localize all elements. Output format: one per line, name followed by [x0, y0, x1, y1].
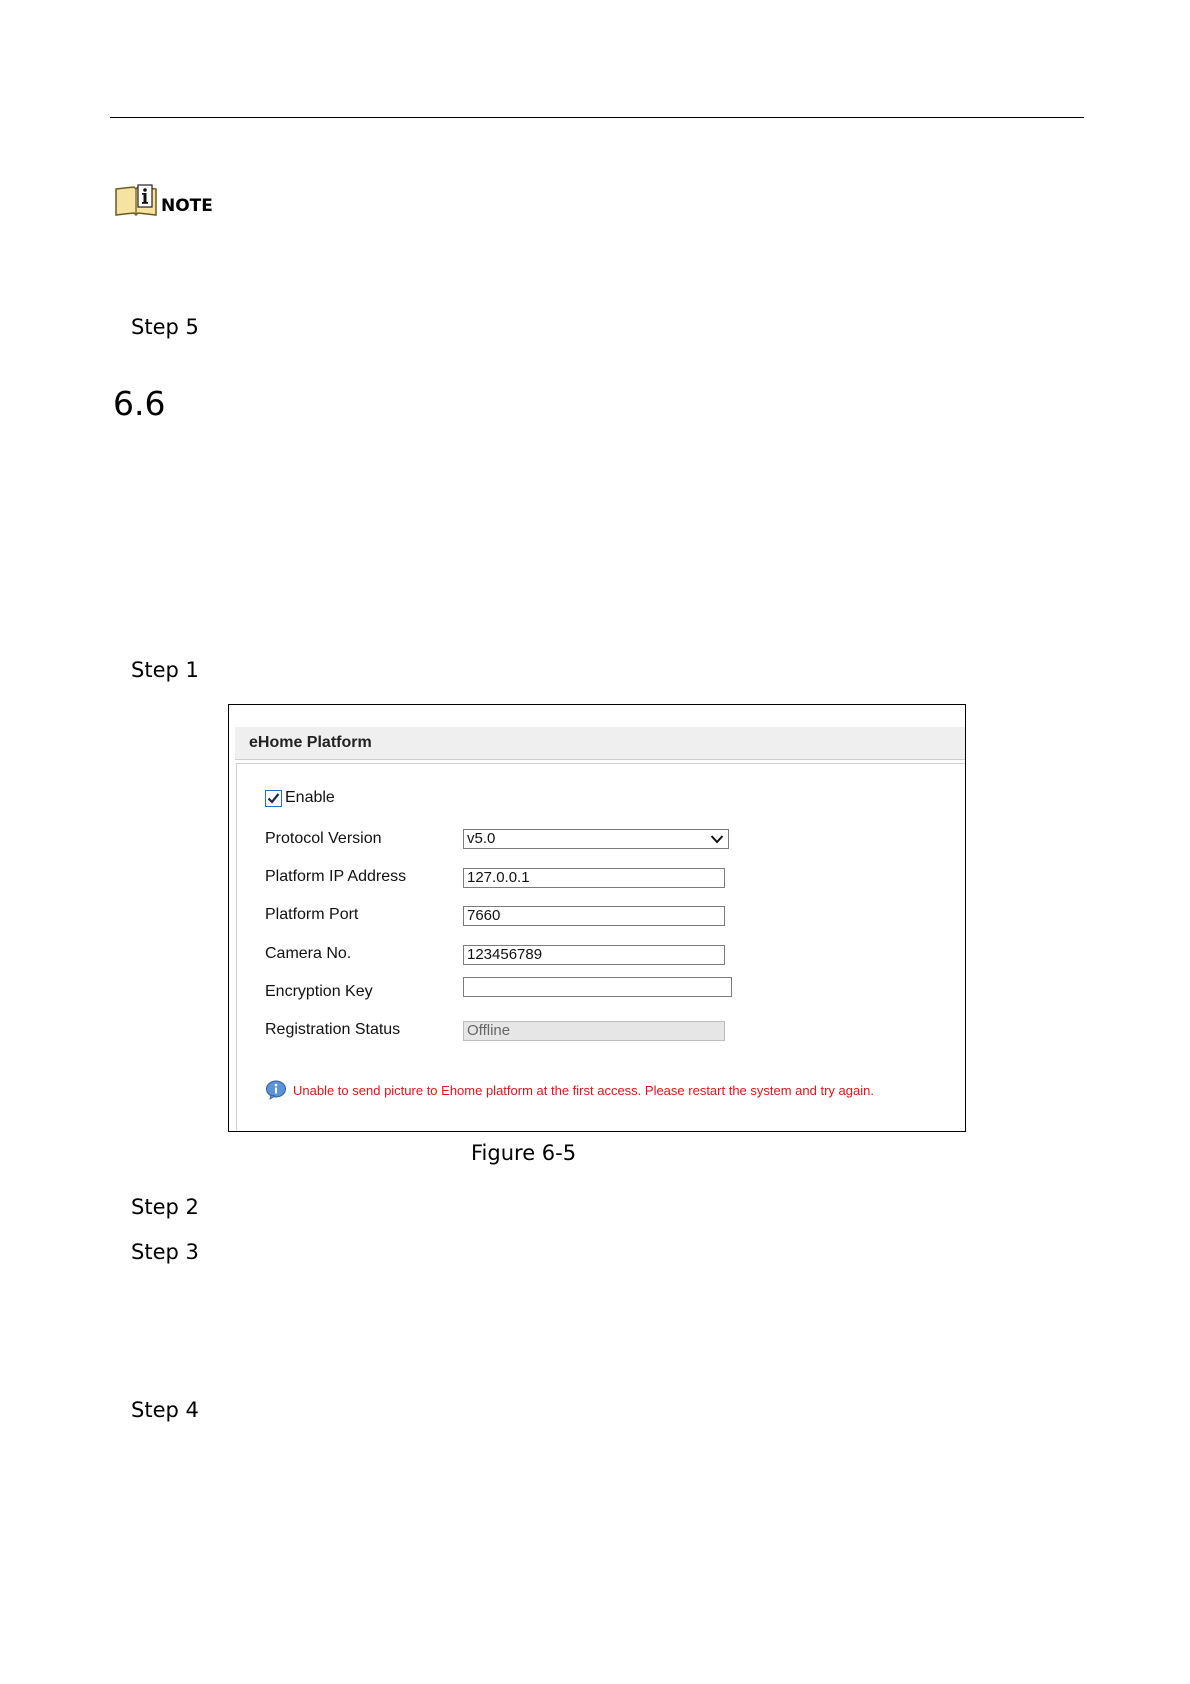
step-4-label: Step 4: [131, 1398, 199, 1422]
protocol-version-label: Protocol Version: [265, 830, 382, 847]
panel-body: [236, 763, 965, 1131]
checkmark-icon: [267, 792, 280, 805]
enable-label: Enable: [285, 789, 335, 806]
platform-port-label: Platform Port: [265, 906, 359, 923]
chevron-down-icon: [710, 833, 724, 845]
enable-checkbox[interactable]: [265, 790, 282, 807]
info-bubble-icon: [265, 1080, 287, 1100]
status-message-text: Unable to send picture to Ehome platform at the first access. Please restart the system and try again.: [293, 1082, 874, 1098]
step-5-label: Step 5: [131, 315, 199, 339]
note-callout: [114, 183, 213, 217]
platform-ip-input[interactable]: 127.0.0.1: [463, 868, 725, 888]
encryption-key-label: Encryption Key: [265, 983, 373, 1000]
platform-port-input[interactable]: 7660: [463, 906, 725, 926]
header-rule: [110, 117, 1084, 118]
enable-row: [265, 789, 335, 807]
section-number: 6.6: [113, 384, 166, 423]
status-message: [265, 1080, 874, 1100]
camera-no-label: Camera No.: [265, 945, 352, 962]
figure-caption: Figure 6-5: [471, 1141, 577, 1165]
registration-status-label: Registration Status: [265, 1021, 401, 1038]
step-3-label: Step 3: [131, 1240, 199, 1264]
panel-header: [235, 727, 965, 760]
protocol-version-value: v5.0: [467, 830, 496, 847]
protocol-version-select[interactable]: [463, 829, 729, 849]
note-label: NOTE: [161, 196, 213, 216]
platform-ip-label: Platform IP Address: [265, 868, 407, 885]
info-book-icon: [114, 183, 158, 217]
encryption-key-input[interactable]: [463, 977, 732, 997]
step-2-label: Step 2: [131, 1195, 199, 1219]
camera-no-input[interactable]: 123456789: [463, 945, 725, 965]
step-1-label: Step 1: [131, 658, 199, 682]
registration-status-field: Offline: [463, 1021, 725, 1041]
panel-title: eHome Platform: [249, 734, 372, 751]
ehome-platform-figure: [228, 704, 966, 1132]
